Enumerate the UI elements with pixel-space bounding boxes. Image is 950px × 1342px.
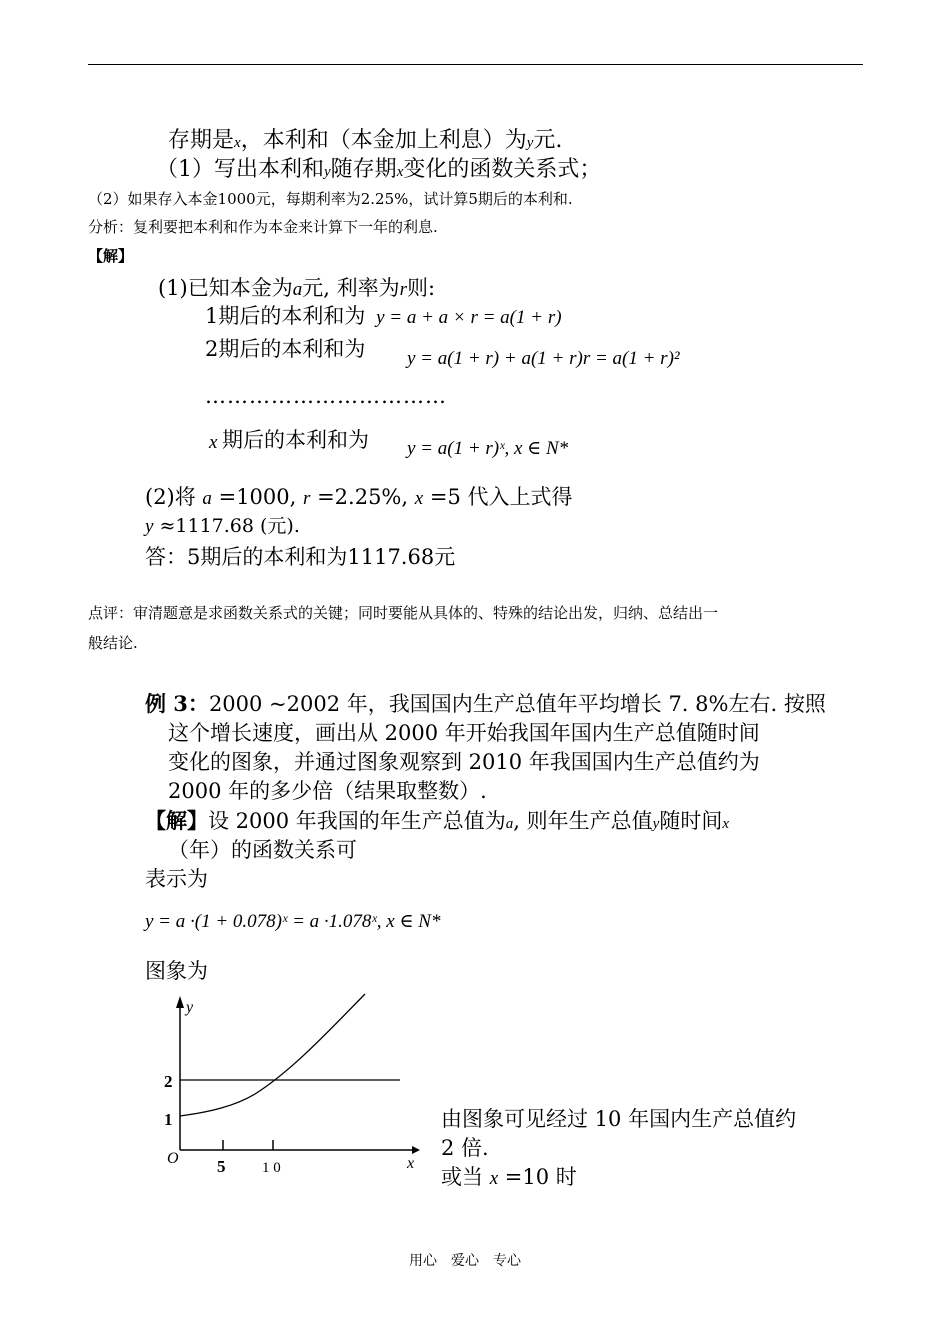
graph-caption: 图象为 (145, 959, 208, 983)
question-2: （2）如果存入本金1000元，每期利率为2.25%，试计算5期后的本利和. (88, 190, 573, 208)
comment-line1: 点评：审清题意是求函数关系式的关键；同时要能从具体的、特殊的结论出发，归纳、总结出一 (88, 604, 719, 622)
x-axis-arrow (412, 1146, 420, 1154)
part1-intro: (1)已知本金为a元, 利率为r则: (158, 276, 436, 300)
header-rule (88, 64, 863, 65)
example3-solution-line3: 表示为 (145, 867, 208, 891)
step2-formula: y = a(1 + r) + a(1 + r)r = a(1 + r)² (407, 348, 680, 369)
x-tick-label-5: 5 (217, 1157, 226, 1176)
x-axis-label: x (407, 1155, 415, 1172)
growth-graph (150, 990, 420, 1180)
example3-line4: 2000 年的多少倍（结果取整数）. (168, 779, 487, 803)
conclusion-line3: 或当 x =10 时 (441, 1165, 577, 1189)
analysis: 分析：复利要把本利和作为本金来计算下一年的利息. (88, 218, 438, 236)
answer: 答：5期后的本利和为1117.68元 (145, 545, 456, 569)
example3-line2: 这个增长速度，画出从 2000 年开始我国年国内生产总值随时间 (168, 721, 760, 745)
stepx-formula: y = a(1 + r)ˣ, x ∈ N* (407, 438, 569, 459)
growth-curve (180, 994, 365, 1116)
origin-label: O (167, 1150, 179, 1167)
example3-line1: 例 3：2000 ~2002 年，我国国内生产总值年平均增长 7. 8%左右. 按照 (145, 691, 826, 716)
y-tick-label-1: 1 (164, 1110, 173, 1129)
y-tick-label-2: 2 (164, 1072, 173, 1091)
conclusion-line1: 由图象可见经过 10 年国内生产总值约 (441, 1107, 797, 1131)
example3-solution-line1: 【解】设 2000 年我国的年生产总值为a, 则年生产总值y随时间x (145, 808, 729, 833)
example3-solution-label: 【解】 (145, 808, 208, 833)
example3-solution-line2: （年）的函数关系可 (168, 838, 357, 862)
footer: 用心 爱心 专心 (409, 1253, 521, 1269)
example3-formula: y = a ·(1 + 0.078)ˣ = a ·1.078ˣ, x ∈ N* (145, 911, 441, 932)
step2-text: 2期后的本利和为 (205, 337, 366, 361)
step1-text: 1期后的本利和为 (205, 304, 366, 328)
step1 (205, 300, 562, 330)
y-axis-label: y (186, 999, 194, 1016)
step1-formula: y = a + a × r = a(1 + r) (376, 307, 562, 328)
part2-intro: (2)将 a =1000, r =2.25%, x =5 代入上式得 (145, 485, 573, 509)
stepx-text: 期后的本利和为 (222, 428, 369, 452)
solution-label: 【解】 (88, 247, 134, 265)
comment-line2: 般结论. (88, 634, 138, 652)
intro-line1: 存期是x，本利和（本金加上利息）为y元. (168, 128, 563, 153)
example3-label: 例 3： (145, 691, 209, 716)
example3-line3: 变化的图象，并通过图象观察到 2010 年我国国内生产总值约为 (168, 750, 760, 774)
question-1: （1）写出本利和y随存期x变化的函数关系式； (156, 157, 602, 182)
stepx-var: x (209, 432, 218, 453)
part2-result: y ≈1117.68 (元). (145, 515, 300, 537)
conclusion-line2: 2 倍. (441, 1136, 489, 1160)
ellipsis: …………………………… (205, 384, 447, 408)
x-tick-label-10: 1 0 (262, 1160, 281, 1176)
y-axis-arrow (176, 996, 184, 1008)
